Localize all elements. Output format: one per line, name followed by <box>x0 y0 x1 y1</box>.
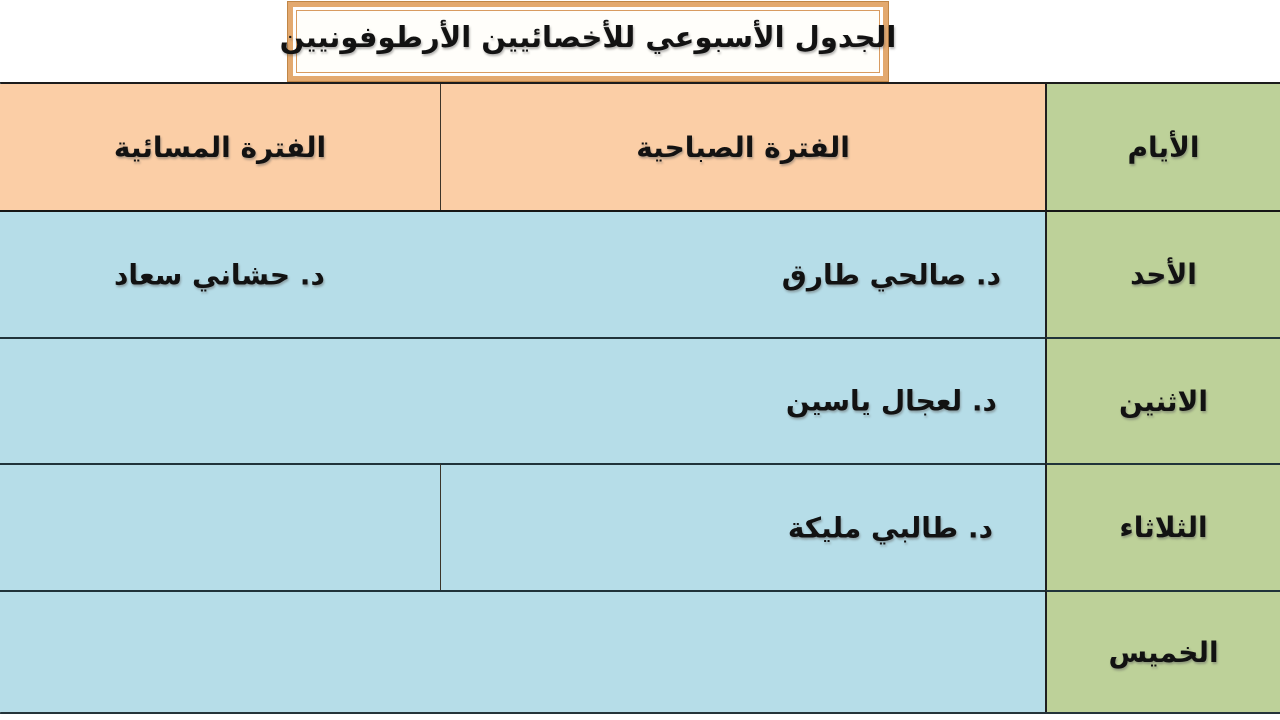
day-cell-monday <box>1045 337 1280 463</box>
morning-entry-monday: د. لعجال ياسين <box>785 384 997 418</box>
day-cell-thursday <box>1045 590 1280 712</box>
day-label: الأحد <box>1130 258 1197 291</box>
morning-cell-tuesday <box>440 463 1045 590</box>
title-box <box>279 2 897 81</box>
evening-cell-tuesday <box>0 463 440 590</box>
schedule-cell-monday <box>0 337 1045 463</box>
column-header-days <box>1045 84 1280 210</box>
column-header-evening <box>0 84 440 210</box>
day-label: الاثنين <box>1118 384 1209 418</box>
schedule-table <box>0 82 1280 714</box>
evening-header-label: الفترة المسائية <box>113 130 327 164</box>
day-label: الثلاثاء <box>1119 511 1208 544</box>
days-header-label: الأيام <box>1127 130 1200 164</box>
morning-entry-sunday: د. صالحي طارق <box>781 258 1001 291</box>
schedule-cell-thursday <box>0 590 1045 712</box>
day-cell-sunday <box>1045 210 1280 337</box>
day-cell-tuesday <box>1045 463 1280 590</box>
page-title: الجدول الأسبوعي للأخصائيين الأرطوفونيين <box>279 20 897 54</box>
schedule-cell-sunday <box>0 210 1045 337</box>
day-label: الخميس <box>1108 635 1219 669</box>
morning-entry-tuesday: د. طالبي مليكة <box>787 511 993 544</box>
column-header-morning <box>440 84 1045 210</box>
morning-header-label: الفترة الصباحية <box>636 130 850 164</box>
evening-entry-sunday: د. حشاني سعاد <box>114 258 325 291</box>
